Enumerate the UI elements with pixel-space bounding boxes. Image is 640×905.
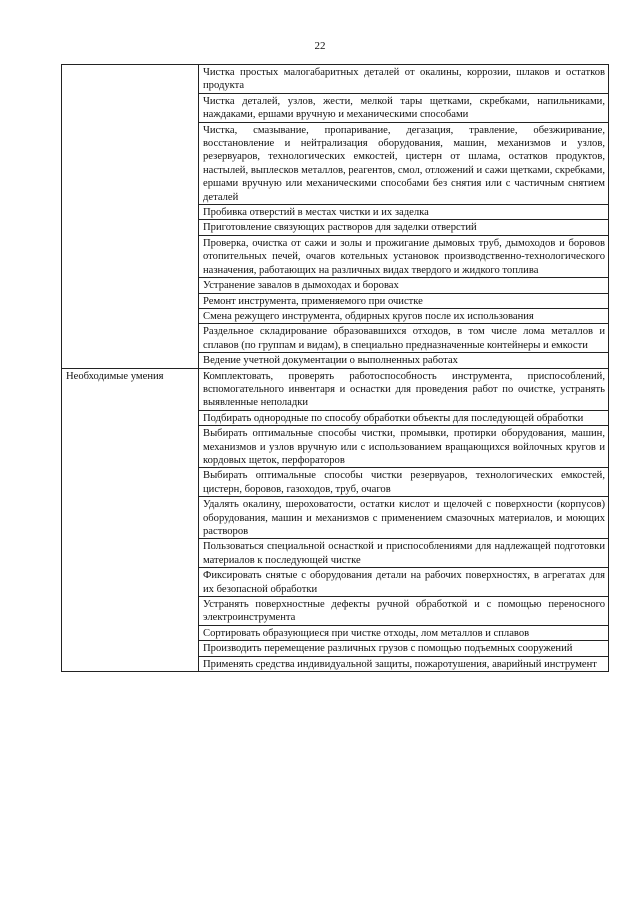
table-row	[62, 65, 609, 94]
item-cell: Выбирать оптимальные способы чистки, промывки, протирки оборудования, машин, механизмов и узлов вручную или с использованием вращающихся войлочных кругов и кордовых щеток, перфораторов	[199, 426, 609, 468]
item-cell: Устранение завалов в дымоходах и боровах	[199, 278, 609, 293]
item-cell: Ремонт инструмента, применяемого при очистке	[199, 293, 609, 308]
item-cell: Применять средства индивидуальной защиты, пожаротушения, аварийный инструмент	[199, 656, 609, 671]
item-cell: Ведение учетной документации о выполненных работах	[199, 353, 609, 368]
section-label-skills: Необходимые умения	[62, 368, 199, 672]
item-cell: Чистка деталей, узлов, жести, мелкой тары щетками, скребками, напильниками, наждаками, ершами вручную и механическими способами	[199, 93, 609, 122]
item-cell: Удалять окалину, шероховатости, остатки кислот и щелочей с поверхности (корпусов) оборудования, машин и механизмов с применением смазочных материалов, и моющих растворов	[199, 497, 609, 539]
item-cell: Пробивка отверстий в местах чистки и их заделка	[199, 205, 609, 220]
table-body	[62, 65, 609, 672]
item-cell: Чистка, смазывание, пропаривание, дегазация, травление, обезжиривание, восстановление и нейтрализация оборудования, машин, механизмов и узлов, резервуаров, технологических емкостей, цистерн от шлама, остатков продуктов, настылей, выплесков металлов, реагентов, смол, отложений и сажи щетками, скребками, ершами вручную или механическими способами без снятия или с частичным снятием деталей	[199, 122, 609, 204]
page-number: 22	[314, 40, 326, 52]
item-cell: Комплектовать, проверять работоспособность инструмента, приспособлений, вспомогательного инвентаря и оснастки для проведения работ по очистке, устранять выявленные неполадки	[199, 368, 609, 410]
item-cell: Подбирать однородные по способу обработки объекты для последующей обработки	[199, 410, 609, 425]
item-cell: Раздельное складирование образовавшихся отходов, в том числе лома металлов и сплавов (по группам и видам), в специально предназначенные контейнеры и емкости	[199, 324, 609, 353]
item-cell: Производить перемещение различных грузов с помощью подъемных сооружений	[199, 641, 609, 656]
table-row	[62, 368, 609, 410]
item-cell: Чистка простых малогабаритных деталей от окалины, коррозии, шлаков и остатков продукта	[199, 65, 609, 94]
item-cell: Фиксировать снятые с оборудования детали на рабочих поверхностях, в агрегатах для их безопасной обработки	[199, 568, 609, 597]
item-cell: Выбирать оптимальные способы чистки резервуаров, технологических емкостей, цистерн, боровов, газоходов, труб, очагов	[199, 468, 609, 497]
item-cell: Пользоваться специальной оснасткой и приспособлениями для надлежащей подготовки материалов к последующей чистке	[199, 539, 609, 568]
labor-functions-table	[61, 64, 609, 672]
item-cell: Устранять поверхностные дефекты ручной обработкой и с помощью переносного электроинструмента	[199, 597, 609, 626]
item-cell: Смена режущего инструмента, обдирных кругов после их использования	[199, 308, 609, 323]
item-cell: Сортировать образующиеся при чистке отходы, лом металлов и сплавов	[199, 625, 609, 640]
item-cell: Проверка, очистка от сажи и золы и прожигание дымовых труб, дымоходов и боровов отопительных печей, очагов котельных установок производственно-технологического назначения, работающих на различных видах твердого и жидкого топлива	[199, 235, 609, 277]
item-cell: Приготовление связующих растворов для заделки отверстий	[199, 220, 609, 235]
section-label-cell	[62, 65, 199, 369]
